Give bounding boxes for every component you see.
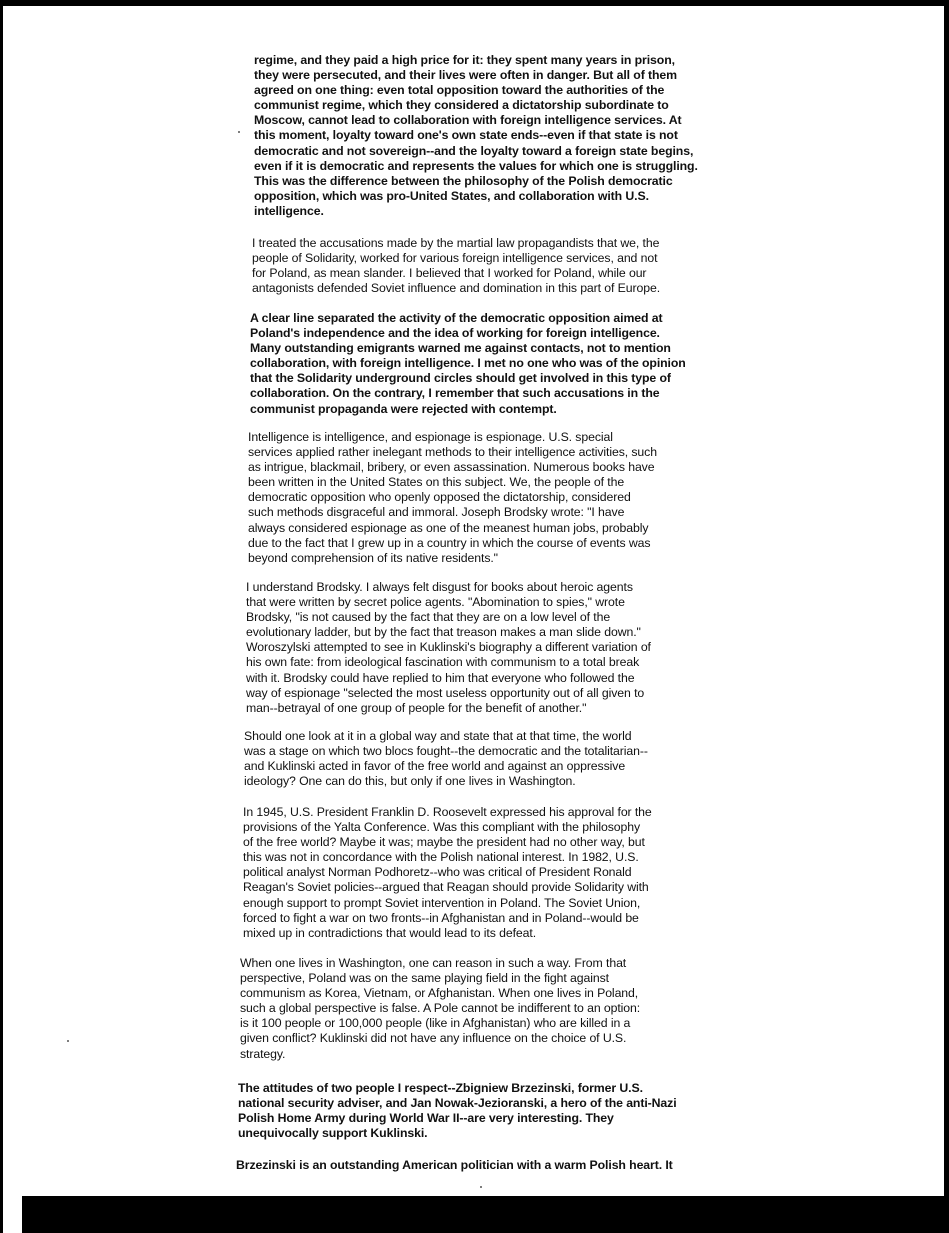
text-line: forced to fight a war on two fronts--in Afghanistan and in Poland--would be <box>243 910 639 925</box>
text-line: given conflict? Kuklinski did not have any influence on the choice of U.S. <box>240 1031 627 1046</box>
text-line: I treated the accusations made by the martial law propagandists that we, the <box>252 236 660 250</box>
text-line: unequivocally support Kuklinski. <box>238 1126 428 1141</box>
text-line: I understand Brodsky. I always felt disgust for books about heroic agents <box>246 580 633 594</box>
scan-speck <box>480 1186 482 1188</box>
text-line: Woroszylski attempted to see in Kuklinski's biography a different variation of <box>246 640 651 655</box>
text-line: services applied rather inelegant methods to their intelligence activities, such <box>248 445 657 460</box>
text-line: this was not in concordance with the Polish national interest. In 1982, U.S. <box>243 850 639 865</box>
text-line: This was the difference between the philosophy of the Polish democratic <box>254 173 673 188</box>
text-line: Polish Home Army during World War II--are very interesting. They <box>238 1111 614 1126</box>
text-line: due to the fact that I grew up in a country in which the course of events was <box>248 535 651 550</box>
paragraph-5 <box>246 580 651 716</box>
text-line: such a global perspective is false. A Pole cannot be indifferent to an option: <box>240 1001 641 1016</box>
text-line: political analyst Norman Podhoretz--who was critical of President Ronald <box>243 865 632 880</box>
text-line: Should one look at it in a global way and state that at that time, the world <box>244 729 632 743</box>
paragraph-4 <box>248 430 657 566</box>
text-line: When one lives in Washington, one can reason in such a way. From that <box>240 956 627 970</box>
text-line: with it. Brodsky could have replied to him that everyone who followed the <box>246 670 635 685</box>
scan-speck <box>67 1040 69 1042</box>
paragraph-6 <box>244 729 648 789</box>
paragraph-3 <box>250 311 686 417</box>
text-line: communist regime, which they considered a dictatorship subordinate to <box>254 98 669 113</box>
paragraph-10 <box>236 1158 673 1173</box>
text-line: was a stage on which two blocs fought--the democratic and the totalitarian-- <box>244 744 648 759</box>
paragraph-9 <box>238 1081 677 1141</box>
text-line: collaboration. On the contrary, I remember that such accusations in the <box>250 386 660 401</box>
scan-border-left <box>0 0 3 1233</box>
text-line: Reagan's Soviet policies--argued that Reagan should provide Solidarity with <box>243 880 649 895</box>
text-line: even if it is democratic and represents the values for which one is struggling. <box>254 158 698 173</box>
text-line: this moment, loyalty toward one's own state ends--even if that state is not <box>254 128 678 143</box>
text-line: ideology? One can do this, but only if one lives in Washington. <box>244 774 576 789</box>
text-line: Many outstanding emigrants warned me against contacts, not to mention <box>250 341 671 356</box>
text-line: for Poland, as mean slander. I believed that I worked for Poland, while our <box>252 266 647 281</box>
text-line: Poland's independence and the idea of working for foreign intelligence. <box>250 326 660 341</box>
text-line: enough support to prompt Soviet intervention in Poland. The Soviet Union, <box>243 895 641 910</box>
text-line: mixed up in contradictions that would lead to its defeat. <box>243 925 537 940</box>
text-line: that were written by secret police agents. "Abomination to spies," wrote <box>246 595 625 610</box>
text-line: people of Solidarity, worked for various foreign intelligence services, and not <box>252 251 658 266</box>
text-line: In 1945, U.S. President Franklin D. Roosevelt expressed his approval for the <box>243 805 652 819</box>
text-line: communist propaganda were rejected with contempt. <box>250 401 557 416</box>
text-line: is it 100 people or 100,000 people (like in Afghanistan) who are killed in a <box>240 1016 631 1031</box>
paragraph-2 <box>252 236 660 296</box>
text-line: Brzezinski is an outstanding American politician with a warm Polish heart. It <box>236 1158 673 1172</box>
text-line: democratic opposition who openly opposed the dictatorship, considered <box>248 490 631 505</box>
text-line: been written in the United States on this subject. We, the people of the <box>248 475 625 490</box>
text-line: always considered espionage as one of the meanest human jobs, probably <box>248 520 649 535</box>
text-line: evolutionary ladder, but by the fact that treason makes a man slide down." <box>246 625 641 640</box>
text-line: communism as Korea, Vietnam, or Afghanistan. When one lives in Poland, <box>240 986 639 1001</box>
text-line: Brodsky, "is not caused by the fact that they are on a low level of the <box>246 610 611 625</box>
text-line: strategy. <box>240 1046 286 1061</box>
text-line: of the free world? Maybe it was; maybe the president had no other way, but <box>243 835 645 850</box>
text-line: man--betrayal of one group of people for the benefit of another." <box>246 700 587 715</box>
text-line: A clear line separated the activity of the democratic opposition aimed at <box>250 311 663 325</box>
text-line: national security adviser, and Jan Nowak-Jezioranski, a hero of the anti-Nazi <box>238 1096 677 1111</box>
paragraph-1 <box>254 53 698 219</box>
text-line: regime, and they paid a high price for it: they spent many years in prison, <box>254 53 675 67</box>
text-line: they were persecuted, and their lives were often in danger. But all of them <box>254 68 677 83</box>
text-line: his own fate: from ideological fascination with communism to a total break <box>246 655 640 670</box>
text-line: and Kuklinski acted in favor of the free world and against an oppressive <box>244 759 626 774</box>
text-line: opposition, which was pro-United States, and collaboration with U.S. <box>254 188 649 203</box>
text-line: beyond comprehension of its native residents." <box>248 550 498 565</box>
text-line: that the Solidarity underground circles should get involved in this type of <box>250 371 671 386</box>
text-line: The attitudes of two people I respect--Zbigniew Brzezinski, former U.S. <box>238 1081 643 1095</box>
scan-border-right <box>944 0 949 1233</box>
text-line: collaboration, with foreign intelligence. I met no one who was of the opinion <box>250 356 686 371</box>
scan-border-top <box>0 0 949 6</box>
text-line: provisions of the Yalta Conference. Was this compliant with the philosophy <box>243 820 641 835</box>
text-line: antagonists defended Soviet influence and domination in this part of Europe. <box>252 281 661 296</box>
text-line: Intelligence is intelligence, and espionage is espionage. U.S. special <box>248 430 613 444</box>
text-line: such methods disgraceful and immoral. Joseph Brodsky wrote: "I have <box>248 505 625 520</box>
scan-border-bottom <box>22 1196 949 1233</box>
scan-speck <box>238 131 240 133</box>
text-line: perspective, Poland was on the same playing field in the fight against <box>240 971 609 986</box>
text-line: way of espionage "selected the most useless opportunity out of all given to <box>246 685 645 700</box>
text-line: agreed on one thing: even total opposition toward the authorities of the <box>254 83 665 98</box>
text-line: democratic and not sovereign--and the loyalty toward a foreign state begins, <box>254 143 694 158</box>
paragraph-8 <box>240 956 640 1062</box>
text-line: intelligence. <box>254 203 324 218</box>
paragraph-7 <box>243 805 652 941</box>
text-line: as intrigue, blackmail, bribery, or even assassination. Numerous books have <box>248 460 655 475</box>
text-line: Moscow, cannot lead to collaboration with foreign intelligence services. At <box>254 113 682 128</box>
